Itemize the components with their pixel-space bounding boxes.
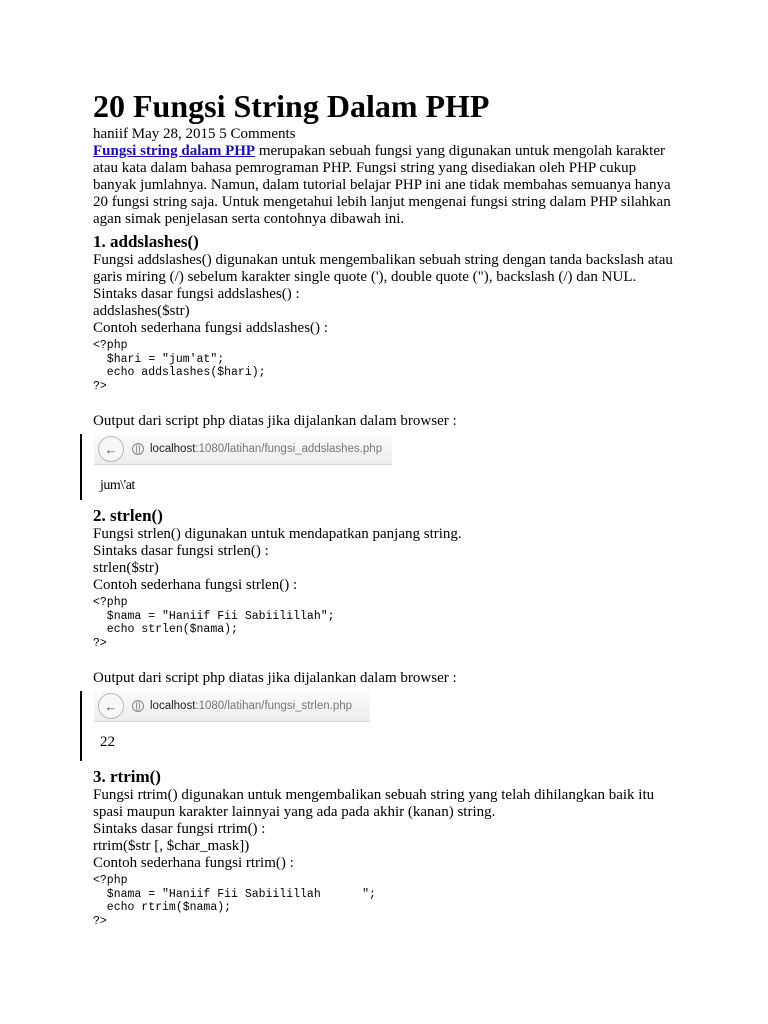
code-block: <?php $nama = "Haniif Fii Sabiilillah "; echo rtrim($nama); ?> xyxy=(93,874,376,928)
intro-paragraph xyxy=(93,143,683,228)
code-block: <?php $hari = "jum'at"; echo addslashes($hari); ?> xyxy=(93,339,266,393)
section-heading-addslashes: 1. addslashes() xyxy=(93,232,199,251)
browser-output: jum\'at xyxy=(100,478,135,493)
intro-link[interactable]: Fungsi string dalam PHP xyxy=(93,143,256,159)
address-bar xyxy=(94,691,370,722)
page-title: 20 Fungsi String Dalam PHP xyxy=(93,88,490,124)
article xyxy=(93,88,683,928)
address-bar xyxy=(94,434,392,465)
url-path: :1080/latihan/fungsi_addslashes.php xyxy=(195,442,383,455)
section-description: Fungsi rtrim() digunakan untuk mengembalikan sebuah string yang telah dihilangkan baik itu spasi maupun karakter lainnyai yang ada pada akhir (kanan) string. xyxy=(93,787,655,820)
globe-icon xyxy=(132,700,144,712)
url-path: :1080/latihan/fungsi_strlen.php xyxy=(195,699,353,712)
example-label: Contoh sederhana fungsi strlen() : xyxy=(93,577,298,593)
example-label: Contoh sederhana fungsi addslashes() : xyxy=(93,320,328,336)
section-description: Fungsi addslashes() digunakan untuk mengembalikan sebuah string dengan tanda backslash atau garis miring (/) sebelum karakter single quote ('), double quote ("), backslash (/) dan NUL. xyxy=(93,252,673,285)
back-arrow-icon: ← xyxy=(98,436,124,462)
code-block: <?php $nama = "Haniif Fii Sabiilillah"; echo strlen($nama); ?> xyxy=(93,596,335,650)
output-label: Output dari script php diatas jika dijalankan dalam browser : xyxy=(93,413,457,429)
section-heading-rtrim: 3. rtrim() xyxy=(93,767,161,786)
screenshot-border xyxy=(80,691,82,761)
syntax-text: rtrim($str [, $char_mask]) xyxy=(93,838,250,854)
browser-screenshot xyxy=(80,691,683,761)
post-meta: haniif May 28, 2015 5 Comments xyxy=(93,126,296,142)
browser-output: 22 xyxy=(100,734,115,750)
back-arrow-icon: ← xyxy=(98,693,124,719)
url-host: localhost xyxy=(150,442,196,455)
syntax-text: addslashes($str) xyxy=(93,303,190,319)
browser-screenshot xyxy=(80,434,683,500)
intro-text: merupakan sebuah fungsi yang digunakan untuk mengolah karakter atau kata dalam bahasa pemrograman PHP. Fungsi string yang disediakan oleh PHP cukup banyak jumlahnya. Namun, dalam tutorial belajar PHP ini ane tidak membahas semuanya hanya 20 fungsi string saja. Untuk mengetahui lebih lanjut mengenai fungsi string dalam PHP silahkan agan simak penjelasan serta contohnya dibawah ini. xyxy=(93,143,671,227)
globe-icon xyxy=(132,443,144,455)
section-description: Fungsi strlen() digunakan untuk mendapatkan panjang string. xyxy=(93,526,462,542)
output-label: Output dari script php diatas jika dijalankan dalam browser : xyxy=(93,670,457,686)
screenshot-border xyxy=(80,434,82,500)
syntax-text: strlen($str) xyxy=(93,560,159,576)
example-label: Contoh sederhana fungsi rtrim() : xyxy=(93,855,294,871)
syntax-label: Sintaks dasar fungsi strlen() : xyxy=(93,543,269,559)
syntax-label: Sintaks dasar fungsi rtrim() : xyxy=(93,821,266,837)
syntax-label: Sintaks dasar fungsi addslashes() : xyxy=(93,286,300,302)
url-host: localhost xyxy=(150,699,196,712)
section-heading-strlen: 2. strlen() xyxy=(93,506,163,525)
